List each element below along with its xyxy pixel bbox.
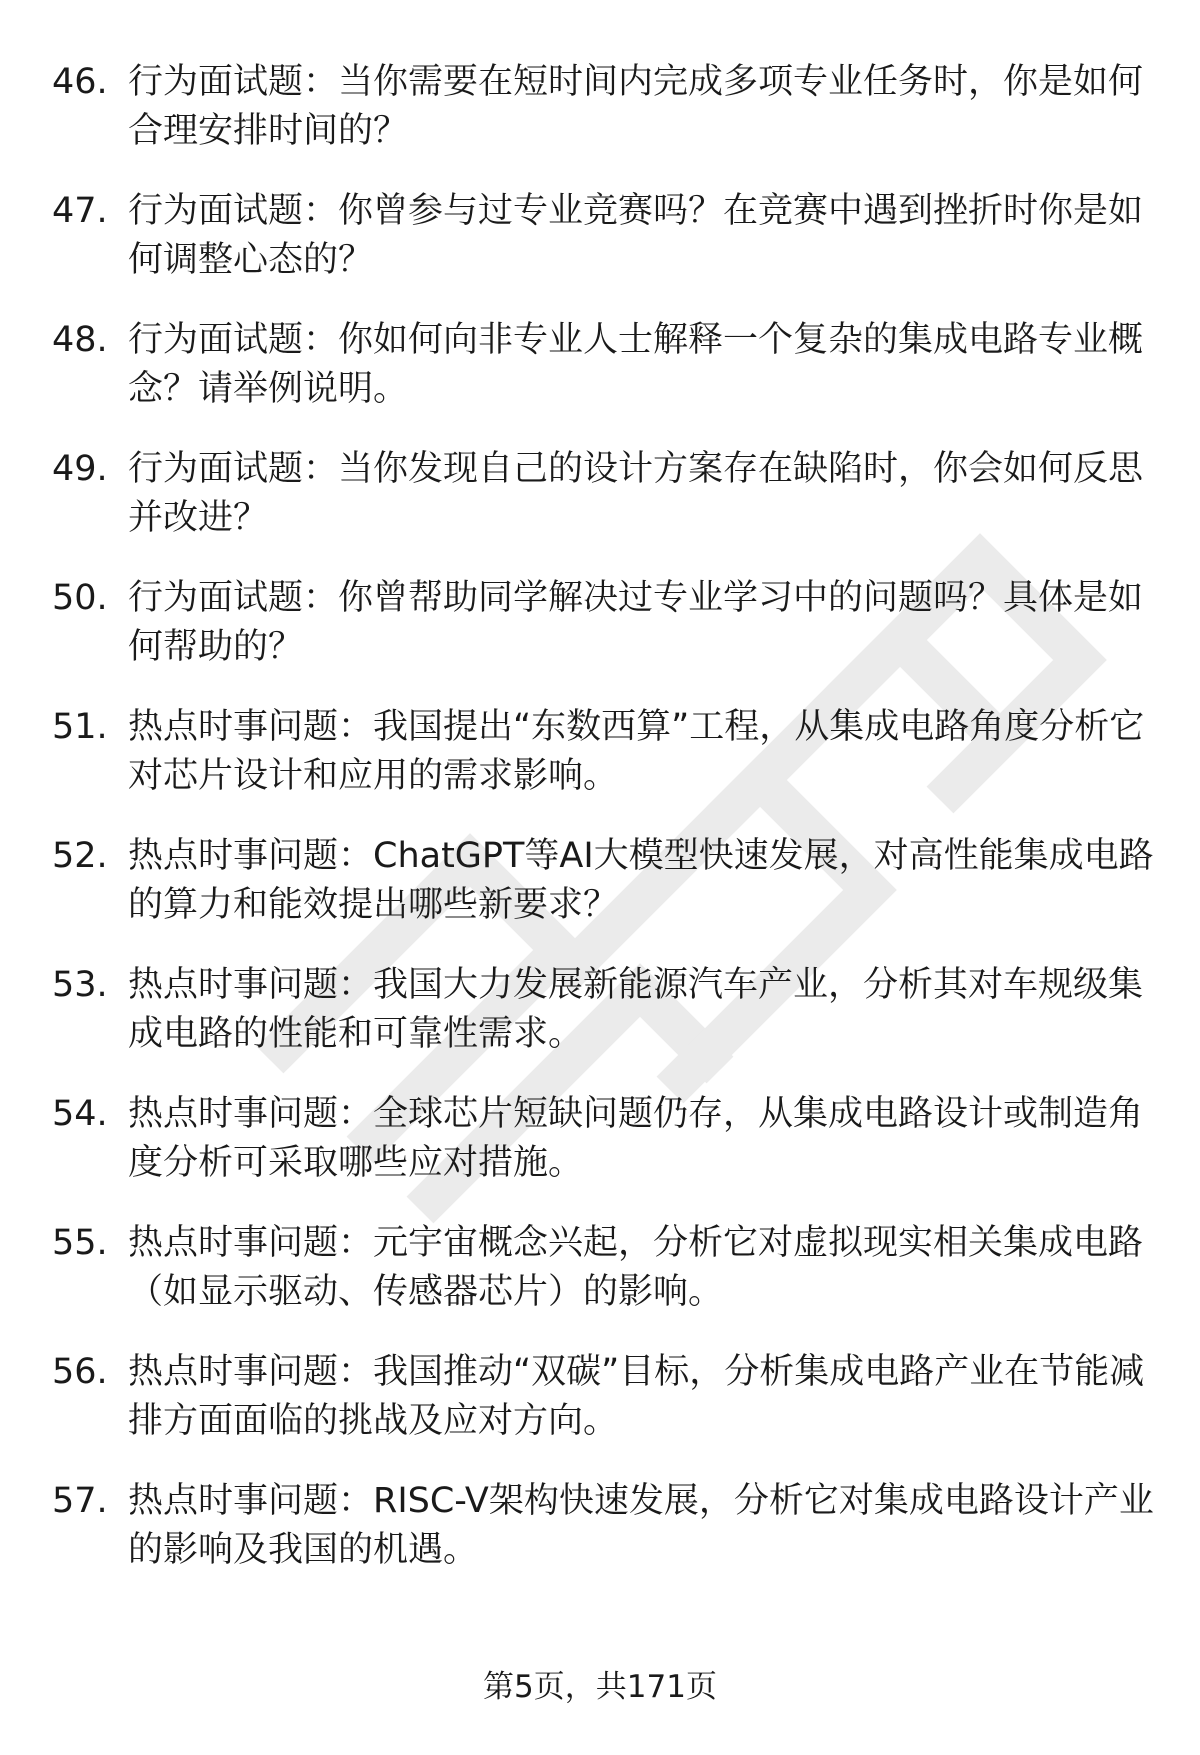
question-item — [52, 832, 1162, 930]
question-number: 50. — [52, 578, 108, 618]
question-text: 热点时事问题：我国提出“东数西算”工程，从集成电路角度分析它对芯片设计和应用的需求影响。 — [128, 707, 1145, 796]
question-item — [52, 445, 1162, 543]
question-number: 49. — [52, 449, 108, 489]
question-number: 48. — [52, 320, 108, 360]
question-text: 热点时事问题：全球芯片短缺问题仍存，从集成电路设计或制造角度分析可采取哪些应对措施。 — [128, 1094, 1144, 1183]
question-number: 55. — [52, 1223, 108, 1263]
question-item — [52, 961, 1162, 1059]
question-item — [52, 1477, 1162, 1575]
question-text: 行为面试题：你曾参与过专业竞赛吗？在竞赛中遇到挫折时你是如何调整心态的？ — [128, 191, 1144, 280]
question-number: 46. — [52, 62, 108, 102]
question-item — [52, 316, 1162, 414]
question-number: 47. — [52, 191, 108, 231]
question-text: 行为面试题：你如何向非专业人士解释一个复杂的集成电路专业概念？请举例说明。 — [128, 320, 1144, 409]
question-number: 52. — [52, 836, 108, 876]
question-item — [52, 1219, 1162, 1317]
question-text: 热点时事问题：ChatGPT等AI大模型快速发展，对高性能集成电路的算力和能效提出哪些新要求？ — [128, 836, 1154, 925]
question-text: 热点时事问题：我国大力发展新能源汽车产业，分析其对车规级集成电路的性能和可靠性需求。 — [128, 965, 1144, 1054]
page-number-footer: 第5页，共171页 — [483, 1669, 717, 1705]
question-number: 53. — [52, 965, 108, 1005]
question-number: 54. — [52, 1094, 108, 1134]
question-item — [52, 1348, 1162, 1446]
question-text: 行为面试题：当你发现自己的设计方案存在缺陷时，你会如何反思并改进？ — [128, 449, 1144, 538]
question-item — [52, 1090, 1162, 1188]
question-item — [52, 58, 1162, 156]
question-item — [52, 574, 1162, 672]
question-text: 热点时事问题：元宇宙概念兴起，分析它对虚拟现实相关集成电路（如显示驱动、传感器芯片）的影响。 — [128, 1223, 1144, 1312]
question-text: 热点时事问题：我国推动“双碳”目标，分析集成电路产业在节能减排方面面临的挑战及应对方向。 — [128, 1352, 1145, 1441]
question-number: 56. — [52, 1352, 108, 1392]
question-number: 57. — [52, 1481, 108, 1521]
question-list — [52, 58, 1162, 1606]
question-text: 行为面试题：当你需要在短时间内完成多项专业任务时，你是如何合理安排时间的？ — [128, 62, 1144, 151]
question-number: 51. — [52, 707, 108, 747]
question-item — [52, 187, 1162, 285]
question-text: 行为面试题：你曾帮助同学解决过专业学习中的问题吗？具体是如何帮助的？ — [128, 578, 1144, 667]
question-text: 热点时事问题：RISC-V架构快速发展，分析它对集成电路设计产业的影响及我国的机遇。 — [128, 1481, 1154, 1570]
question-item — [52, 703, 1162, 801]
